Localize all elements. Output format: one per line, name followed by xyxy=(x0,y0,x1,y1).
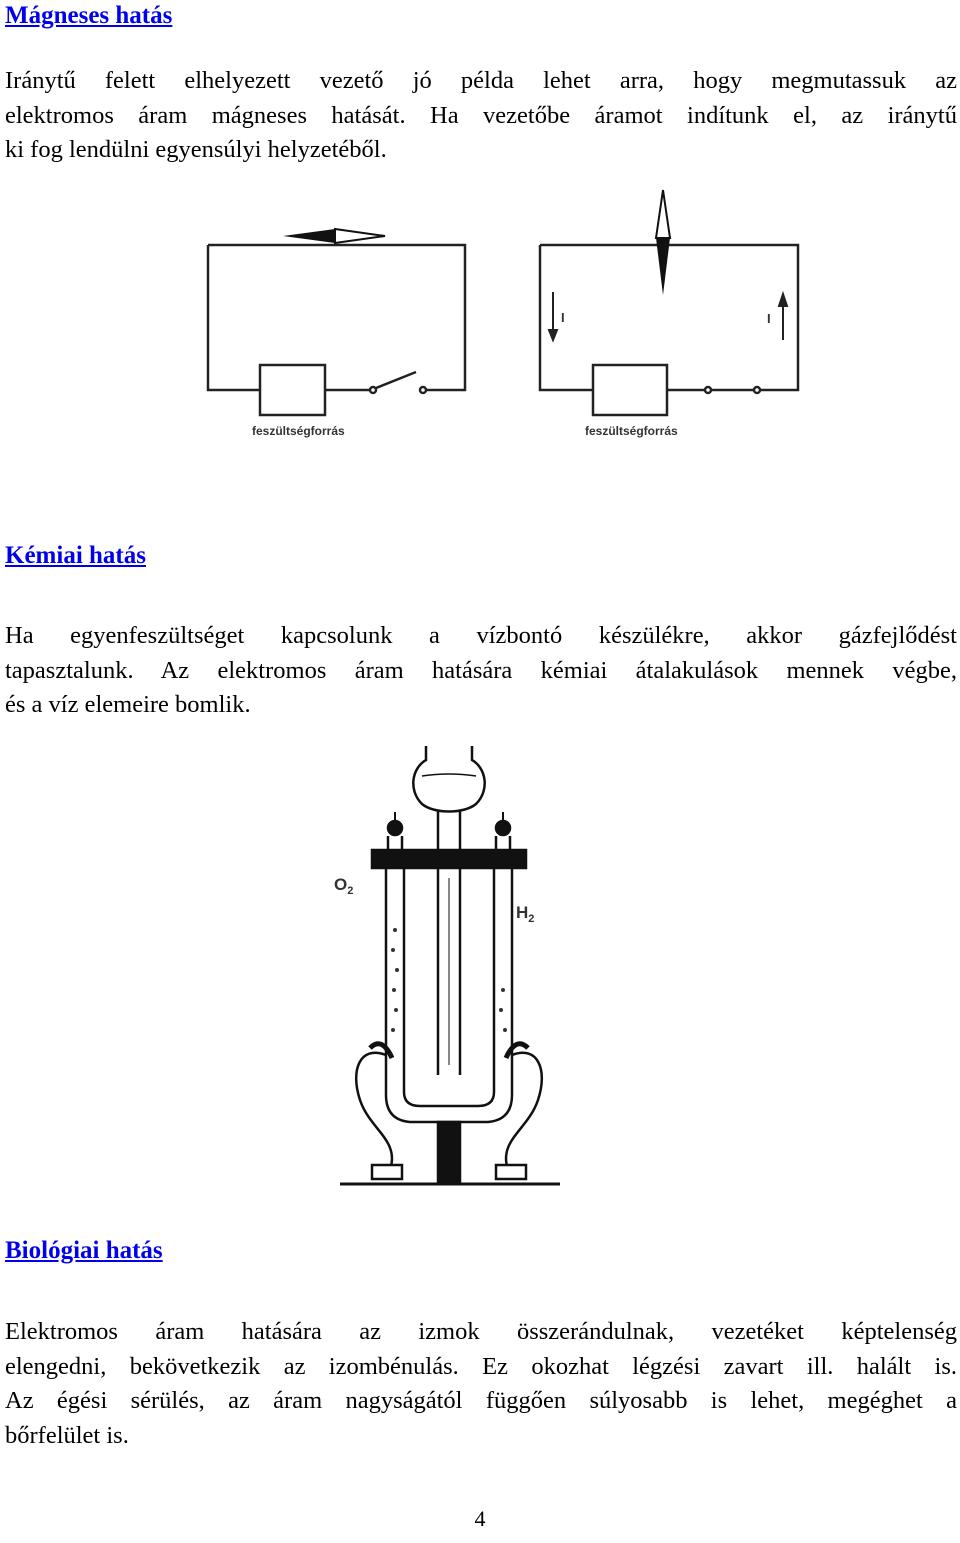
text-line: Elektromos áram hatására az izmok összerándulnak, vezetéket képtelenség xyxy=(5,1318,957,1345)
paragraph-kemiai xyxy=(5,619,957,723)
paragraph-biologiai xyxy=(5,1315,957,1453)
water-electrolysis-apparatus xyxy=(330,740,570,1190)
gas-label-oxygen: $O_2$ xyxy=(334,875,354,897)
voltage-source-label-right: feszültségforrás xyxy=(585,424,678,438)
text-line: Ha egyenfeszültséget kapcsolunk a vízbontó készülékre, akkor gázfejlődést xyxy=(5,622,957,649)
text-line: elektromos áram mágneses hatását. Ha vezetőbe áramot indítunk el, az iránytű xyxy=(5,101,957,129)
text-line: tapasztalunk. Az elektromos áram hatására kémiai átalakulások mennek végbe, xyxy=(5,656,957,684)
text-line: bőrfelület is. xyxy=(5,1421,129,1449)
compass-needle-vertical xyxy=(656,190,670,295)
page-number: 4 xyxy=(474,1506,486,1531)
section-title-magneses[interactable]: Mágneses hatás xyxy=(5,2,173,29)
voltage-source-label-left: feszültségforrás xyxy=(252,424,345,438)
compass-circuit-figure xyxy=(195,180,815,450)
text-line: Az égési sérülés, az áram nagyságától függően súlyosabb is lehet, megéghet a xyxy=(5,1387,957,1414)
compass-needle-horizontal xyxy=(283,229,385,243)
circuit-closed-switch xyxy=(540,245,798,415)
circuit-open-switch xyxy=(208,245,465,415)
current-label-right: I xyxy=(767,311,771,326)
current-label-left: I xyxy=(561,310,565,325)
paragraph-magneses xyxy=(5,64,957,168)
gas-label-hydrogen: $H_2$ xyxy=(516,903,535,925)
text-line: és a víz elemeire bomlik. xyxy=(5,691,251,718)
section-title-kemiai[interactable]: Kémiai hatás xyxy=(5,542,146,569)
current-arrow-up-icon xyxy=(779,294,787,340)
section-title-biologiai[interactable]: Biológiai hatás xyxy=(5,1237,163,1264)
text-line: ki fog lendülni egyensúlyi helyzetéből. xyxy=(5,136,387,163)
current-arrow-down-icon xyxy=(549,292,557,340)
text-line: elengedni, bekövetkezik az izombénulás. Ez okozhat légzési zavart ill. halált is. xyxy=(5,1352,957,1380)
text-line: Iránytű felett elhelyezett vezető jó példa lehet arra, hogy megmutassuk az xyxy=(5,67,957,94)
